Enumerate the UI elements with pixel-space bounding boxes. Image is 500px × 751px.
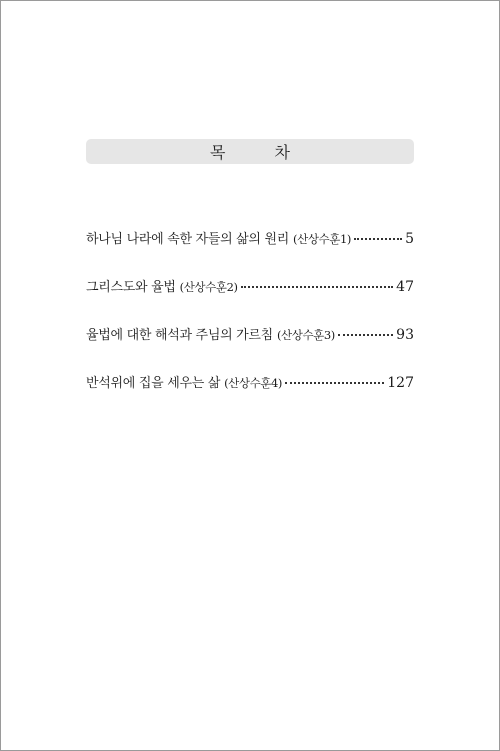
toc-entry-heading: 그리스도와 율법 bbox=[86, 280, 176, 295]
toc-entry-series: (산상수훈4) bbox=[224, 376, 283, 390]
toc-title: 목 차 bbox=[210, 143, 312, 162]
toc-title-bar bbox=[86, 139, 414, 164]
toc-entry-page: 93 bbox=[396, 327, 414, 343]
toc-entry-series: (산상수훈3) bbox=[276, 328, 335, 342]
toc-dot-leader bbox=[354, 238, 402, 240]
toc-entry-heading: 하나님 나라에 속한 자들의 삶의 원리 bbox=[86, 232, 290, 247]
toc-dot-leader bbox=[241, 286, 394, 288]
toc-list bbox=[86, 228, 414, 420]
toc-entry[interactable] bbox=[86, 372, 414, 420]
toc-entry[interactable] bbox=[86, 228, 414, 276]
toc-entry[interactable] bbox=[86, 324, 414, 372]
toc-dot-leader bbox=[285, 382, 384, 384]
toc-entry-page: 127 bbox=[387, 375, 414, 391]
toc-entry-page: 47 bbox=[396, 279, 414, 295]
toc-entry-heading: 율법에 대한 해석과 주님의 가르침 bbox=[86, 328, 273, 343]
toc-entry-page: 5 bbox=[405, 231, 414, 247]
toc-entry[interactable] bbox=[86, 276, 414, 324]
toc-entry-series: (산상수훈2) bbox=[179, 280, 238, 294]
toc-dot-leader bbox=[338, 334, 393, 336]
toc-entry-heading: 반석위에 집을 세우는 삶 bbox=[86, 376, 221, 391]
toc-entry-series: (산상수훈1) bbox=[293, 232, 351, 246]
